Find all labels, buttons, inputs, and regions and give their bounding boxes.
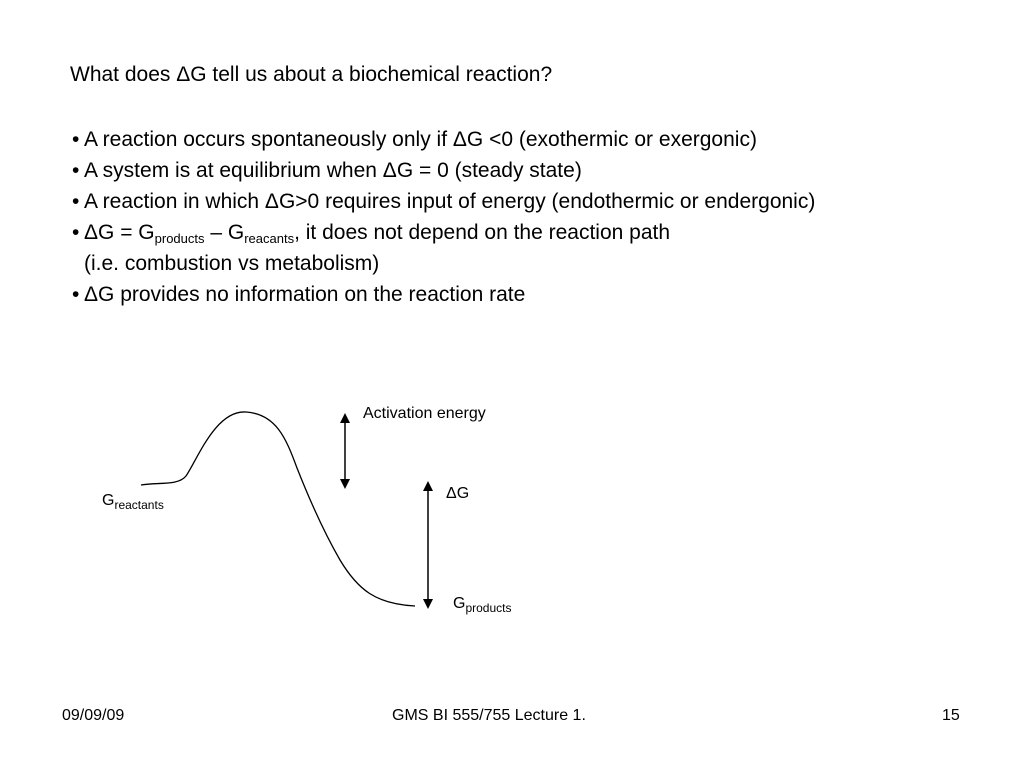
g-reactants-label bbox=[102, 492, 164, 510]
delta-g-equation-part: – G bbox=[204, 221, 245, 244]
activation-energy-label: Activation energy bbox=[363, 405, 486, 422]
footer-course: GMS BI 555/755 Lecture 1. bbox=[392, 707, 586, 724]
subscript-products: products bbox=[154, 231, 205, 246]
bullet-text: A system is at equilibrium when ΔG = 0 (steady state) bbox=[84, 159, 582, 182]
g-products-subscript: products bbox=[465, 601, 512, 615]
g-reactants-base: G bbox=[102, 492, 115, 509]
delta-g-label: ΔG bbox=[446, 485, 470, 502]
g-products-label bbox=[453, 595, 511, 613]
bullet-marker: • bbox=[72, 190, 80, 213]
bullet-marker: • bbox=[72, 128, 80, 151]
subscript-reacants: reacants bbox=[244, 231, 295, 246]
bullet-marker: • bbox=[72, 283, 80, 306]
g-reactants-subscript: reactants bbox=[114, 498, 164, 512]
delta-g-equation-part: ΔG = G bbox=[84, 221, 155, 244]
bullet-marker: • bbox=[72, 159, 80, 182]
bullet-text: A reaction occurs spontaneously only if ΔG <0 (exothermic or exergonic) bbox=[84, 128, 757, 151]
delta-g-equation-part: , it does not depend on the reaction path bbox=[294, 221, 671, 244]
footer-page-number: 15 bbox=[942, 707, 960, 724]
bullet-text: ΔG provides no information on the reaction rate bbox=[84, 283, 526, 306]
bullet-continuation: (i.e. combustion vs metabolism) bbox=[84, 252, 380, 275]
slide-title: What does ΔG tell us about a biochemical reaction? bbox=[70, 63, 553, 86]
bullet-marker: • bbox=[72, 221, 80, 244]
g-products-base: G bbox=[453, 595, 466, 612]
bullet-text: A reaction in which ΔG>0 requires input of energy (endothermic or endergonic) bbox=[84, 190, 816, 213]
reaction-energy-curve bbox=[141, 412, 415, 606]
footer-date: 09/09/09 bbox=[62, 707, 125, 724]
